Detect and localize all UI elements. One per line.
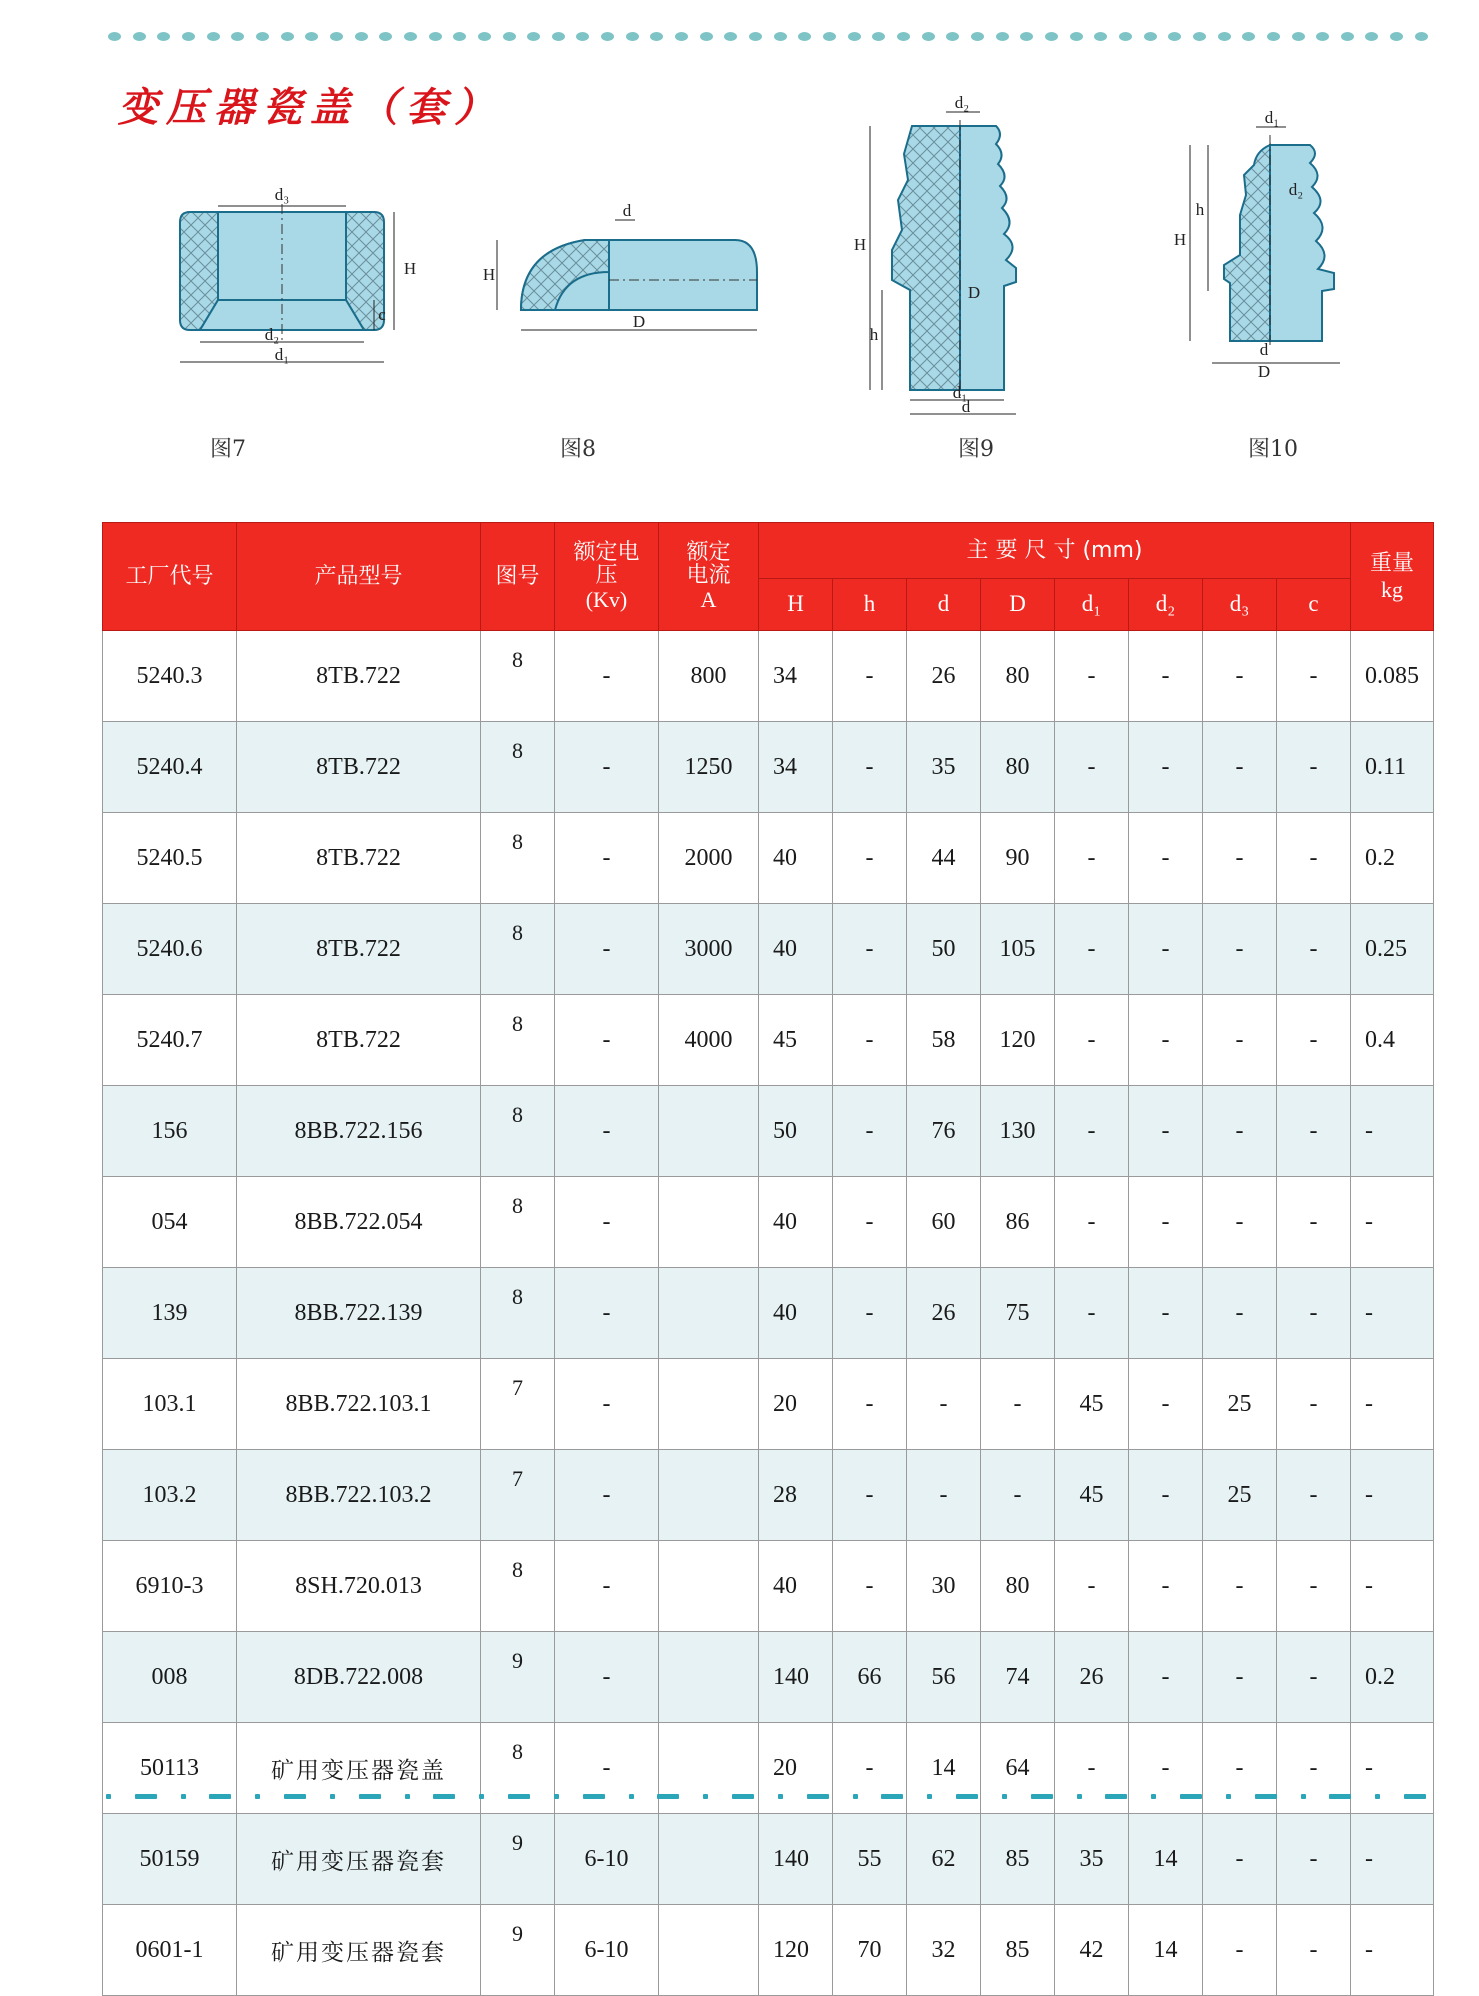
cell-model: 8TB.722 [237, 813, 481, 904]
cell-d: 50 [907, 904, 981, 995]
table-row [103, 631, 1434, 722]
cell-d2: - [1129, 1086, 1203, 1177]
cell-d1: - [1055, 1268, 1129, 1359]
cell-current [659, 1632, 759, 1723]
cell-d2: - [1129, 1632, 1203, 1723]
cell-c: - [1277, 1450, 1351, 1541]
cell-d: 26 [907, 631, 981, 722]
header-figure-no: 图号 [481, 523, 555, 631]
cell-c: - [1277, 631, 1351, 722]
cell-fig: 8 [481, 1268, 555, 1359]
cell-d2: - [1129, 1723, 1203, 1814]
cell-d2: - [1129, 904, 1203, 995]
cell-H: 40 [759, 904, 833, 995]
cell-D: 85 [981, 1905, 1055, 1996]
cell-d3: - [1203, 904, 1277, 995]
cell-model: 8BB.722.103.1 [237, 1359, 481, 1450]
header-current [659, 523, 759, 631]
cell-d2: - [1129, 995, 1203, 1086]
cell-kg: - [1351, 1359, 1434, 1450]
cell-kg: 0.11 [1351, 722, 1434, 813]
cell-d3: - [1203, 1086, 1277, 1177]
header-voltage-unit: (Kv) [585, 586, 628, 612]
cell-kg: - [1351, 1723, 1434, 1814]
cell-d1: - [1055, 904, 1129, 995]
cell-D: 74 [981, 1632, 1055, 1723]
cell-current [659, 1268, 759, 1359]
cell-d1: - [1055, 1541, 1129, 1632]
bottom-dashed-rule [106, 1790, 1426, 1802]
header-dim-1: h [833, 579, 907, 631]
fig8-label-D: D [632, 312, 646, 331]
fig10-label-D: D [1257, 362, 1271, 381]
header-dim-3: D [981, 579, 1055, 631]
cell-kg: - [1351, 1268, 1434, 1359]
cell-h: - [833, 1359, 907, 1450]
cell-d: 44 [907, 813, 981, 904]
cell-c: - [1277, 995, 1351, 1086]
header-dim-7: c [1277, 579, 1351, 631]
cell-kg: 0.2 [1351, 1632, 1434, 1723]
cell-c: - [1277, 1632, 1351, 1723]
cell-h: - [833, 631, 907, 722]
top-dotted-rule [108, 28, 1428, 44]
header-model: 产品型号 [237, 523, 481, 631]
cell-current: 4000 [659, 995, 759, 1086]
cell-H: 28 [759, 1450, 833, 1541]
fig9-label-d2: d₂ [954, 93, 970, 112]
cell-h: - [833, 1268, 907, 1359]
cell-H: 34 [759, 722, 833, 813]
cell-d: 35 [907, 722, 981, 813]
cell-H: 40 [759, 1268, 833, 1359]
cell-d1: - [1055, 813, 1129, 904]
cell-current [659, 1359, 759, 1450]
cell-c: - [1277, 1723, 1351, 1814]
fig7-label-H: H [403, 259, 417, 278]
cell-kg: 0.25 [1351, 904, 1434, 995]
cell-kg: - [1351, 1450, 1434, 1541]
cell-c: - [1277, 1268, 1351, 1359]
cell-d2: 14 [1129, 1905, 1203, 1996]
cell-fig: 9 [481, 1632, 555, 1723]
cell-voltage: - [555, 631, 659, 722]
cell-current: 3000 [659, 904, 759, 995]
cell-code: 008 [103, 1632, 237, 1723]
cell-d: 58 [907, 995, 981, 1086]
fig9-label-H: H [853, 235, 867, 254]
cell-current: 1250 [659, 722, 759, 813]
cell-voltage: - [555, 1632, 659, 1723]
cell-D: 85 [981, 1814, 1055, 1905]
cell-H: 50 [759, 1086, 833, 1177]
cell-kg: 0.2 [1351, 813, 1434, 904]
cell-fig: 9 [481, 1814, 555, 1905]
cell-H: 120 [759, 1905, 833, 1996]
cell-model: 矿用变压器瓷盖 [237, 1723, 481, 1814]
cell-d2: - [1129, 631, 1203, 722]
cell-fig: 8 [481, 631, 555, 722]
figure-7-drawing [170, 185, 430, 380]
cell-voltage: - [555, 1541, 659, 1632]
cell-D: 105 [981, 904, 1055, 995]
cell-current [659, 1905, 759, 1996]
fig10-label-h: h [1195, 200, 1205, 219]
cell-d3: - [1203, 1268, 1277, 1359]
cell-d2: - [1129, 1541, 1203, 1632]
cell-h: - [833, 1450, 907, 1541]
cell-D: - [981, 1359, 1055, 1450]
fig7-label-d1: d₁ [274, 345, 290, 364]
cell-h: - [833, 1177, 907, 1268]
cell-kg: - [1351, 1905, 1434, 1996]
cell-h: 70 [833, 1905, 907, 1996]
fig10-label-d: d [1259, 340, 1269, 359]
cell-D: - [981, 1450, 1055, 1541]
cell-voltage: - [555, 1086, 659, 1177]
cell-model: 8TB.722 [237, 904, 481, 995]
cell-fig: 8 [481, 904, 555, 995]
fig10-label-d2: d₂ [1288, 180, 1304, 199]
cell-voltage: 6-10 [555, 1814, 659, 1905]
table-row [103, 813, 1434, 904]
cell-d2: - [1129, 813, 1203, 904]
cell-d3: - [1203, 1177, 1277, 1268]
cell-H: 40 [759, 813, 833, 904]
cell-c: - [1277, 722, 1351, 813]
table-row [103, 904, 1434, 995]
cell-kg: 0.4 [1351, 995, 1434, 1086]
cell-fig: 8 [481, 995, 555, 1086]
cell-code: 5240.5 [103, 813, 237, 904]
table-row [103, 1814, 1434, 1905]
cell-d: 30 [907, 1541, 981, 1632]
cell-code: 156 [103, 1086, 237, 1177]
cell-kg: - [1351, 1541, 1434, 1632]
cell-D: 64 [981, 1723, 1055, 1814]
cell-model: 8BB.722.054 [237, 1177, 481, 1268]
cell-D: 80 [981, 722, 1055, 813]
cell-voltage: - [555, 722, 659, 813]
table-row [103, 1450, 1434, 1541]
cell-h: - [833, 1086, 907, 1177]
figure-10-drawing [1160, 105, 1380, 405]
cell-d1: - [1055, 1177, 1129, 1268]
cell-H: 140 [759, 1632, 833, 1723]
cell-d1: - [1055, 1086, 1129, 1177]
table-row [103, 1905, 1434, 1996]
cell-fig: 8 [481, 1177, 555, 1268]
header-dim-5: d₂ [1129, 579, 1203, 631]
cell-code: 50159 [103, 1814, 237, 1905]
cell-h: - [833, 1723, 907, 1814]
fig8-label-H: H [482, 265, 496, 284]
cell-d1: 45 [1055, 1359, 1129, 1450]
cell-d2: - [1129, 1268, 1203, 1359]
cell-d: 32 [907, 1905, 981, 1996]
cell-kg: - [1351, 1086, 1434, 1177]
cell-code: 5240.6 [103, 904, 237, 995]
cell-model: 8BB.722.139 [237, 1268, 481, 1359]
cell-D: 120 [981, 995, 1055, 1086]
figure-8-caption: 图8 [560, 437, 596, 462]
cell-d1: 35 [1055, 1814, 1129, 1905]
fig9-label-D: D [967, 283, 981, 302]
cell-fig: 8 [481, 722, 555, 813]
cell-code: 5240.4 [103, 722, 237, 813]
cell-voltage: - [555, 1268, 659, 1359]
cell-current [659, 1541, 759, 1632]
cell-d: 26 [907, 1268, 981, 1359]
cell-d3: - [1203, 722, 1277, 813]
cell-d: - [907, 1450, 981, 1541]
table-row [103, 1268, 1434, 1359]
fig8-label-d: d [622, 201, 632, 220]
cell-h: - [833, 1541, 907, 1632]
cell-code: 5240.3 [103, 631, 237, 722]
table-row [103, 1359, 1434, 1450]
cell-voltage: - [555, 813, 659, 904]
cell-D: 130 [981, 1086, 1055, 1177]
cell-current [659, 1450, 759, 1541]
cell-d2: - [1129, 1177, 1203, 1268]
table-row [103, 995, 1434, 1086]
figure-8-drawing [482, 200, 775, 350]
header-main-dimensions: 主 要 尺 寸 (mm) [759, 523, 1351, 579]
cell-c: - [1277, 1541, 1351, 1632]
cell-d3: - [1203, 813, 1277, 904]
cell-d1: - [1055, 722, 1129, 813]
cell-d1: 42 [1055, 1905, 1129, 1996]
header-dim-4: d₁ [1055, 579, 1129, 631]
cell-h: 55 [833, 1814, 907, 1905]
cell-model: 8BB.722.103.2 [237, 1450, 481, 1541]
cell-c: - [1277, 904, 1351, 995]
cell-h: - [833, 995, 907, 1086]
table-row [103, 1086, 1434, 1177]
spec-table [102, 522, 1434, 1996]
cell-voltage: - [555, 1723, 659, 1814]
cell-kg: 0.085 [1351, 631, 1434, 722]
cell-voltage: - [555, 904, 659, 995]
cell-voltage: - [555, 995, 659, 1086]
cell-fig: 7 [481, 1359, 555, 1450]
cell-H: 45 [759, 995, 833, 1086]
header-voltage [555, 523, 659, 631]
fig9-label-d1: d₁ [952, 383, 968, 402]
cell-code: 50113 [103, 1723, 237, 1814]
figure-9-drawing [850, 93, 1070, 420]
figure-7-caption: 图7 [210, 437, 246, 462]
cell-voltage: - [555, 1177, 659, 1268]
cell-voltage: - [555, 1450, 659, 1541]
fig10-label-H: H [1173, 230, 1187, 249]
header-current-label: 额定电流 [686, 539, 731, 588]
cell-fig: 8 [481, 1723, 555, 1814]
cell-d: - [907, 1359, 981, 1450]
fig10-label-d1: d₁ [1264, 108, 1280, 127]
cell-d3: - [1203, 1905, 1277, 1996]
header-weight [1351, 523, 1434, 631]
cell-c: - [1277, 1359, 1351, 1450]
fig9-label-d: d [961, 397, 971, 416]
cell-model: 8TB.722 [237, 722, 481, 813]
header-current-unit: A [700, 586, 717, 612]
cell-model: 8DB.722.008 [237, 1632, 481, 1723]
fig7-label-d2: d₂ [264, 325, 280, 344]
cell-c: - [1277, 1086, 1351, 1177]
cell-d1: 45 [1055, 1450, 1129, 1541]
cell-code: 0601-1 [103, 1905, 237, 1996]
page-title: 变压器瓷盖（套） [118, 84, 502, 131]
cell-fig: 8 [481, 1541, 555, 1632]
header-dim-6: d₃ [1203, 579, 1277, 631]
cell-D: 90 [981, 813, 1055, 904]
cell-d3: - [1203, 1541, 1277, 1632]
cell-kg: - [1351, 1814, 1434, 1905]
cell-current [659, 1086, 759, 1177]
cell-c: - [1277, 1177, 1351, 1268]
cell-fig: 9 [481, 1905, 555, 1996]
fig7-label-c: c [378, 305, 386, 324]
cell-h: - [833, 722, 907, 813]
cell-h: - [833, 813, 907, 904]
table-row [103, 722, 1434, 813]
cell-d3: - [1203, 1723, 1277, 1814]
cell-H: 34 [759, 631, 833, 722]
cell-D: 80 [981, 631, 1055, 722]
cell-fig: 7 [481, 1450, 555, 1541]
cell-kg: - [1351, 1177, 1434, 1268]
cell-code: 5240.7 [103, 995, 237, 1086]
cell-code: 054 [103, 1177, 237, 1268]
cell-d3: - [1203, 631, 1277, 722]
cell-model: 矿用变压器瓷套 [237, 1905, 481, 1996]
cell-D: 75 [981, 1268, 1055, 1359]
cell-c: - [1277, 813, 1351, 904]
cell-d1: - [1055, 995, 1129, 1086]
cell-model: 8SH.720.013 [237, 1541, 481, 1632]
cell-D: 86 [981, 1177, 1055, 1268]
cell-d: 62 [907, 1814, 981, 1905]
header-weight-label: 重量 [1370, 551, 1415, 577]
cell-H: 40 [759, 1541, 833, 1632]
header-voltage-label: 额定电压 [573, 539, 640, 588]
cell-d1: 26 [1055, 1632, 1129, 1723]
cell-code: 103.1 [103, 1359, 237, 1450]
cell-d3: - [1203, 1632, 1277, 1723]
cell-current: 2000 [659, 813, 759, 904]
cell-c: - [1277, 1814, 1351, 1905]
cell-h: 66 [833, 1632, 907, 1723]
table-row [103, 1541, 1434, 1632]
cell-d3: 25 [1203, 1450, 1277, 1541]
cell-d2: - [1129, 1450, 1203, 1541]
cell-d3: - [1203, 1814, 1277, 1905]
cell-current [659, 1177, 759, 1268]
cell-fig: 8 [481, 1086, 555, 1177]
figure-10-caption: 图10 [1248, 437, 1298, 462]
cell-model: 8TB.722 [237, 631, 481, 722]
cell-code: 6910-3 [103, 1541, 237, 1632]
cell-d1: - [1055, 1723, 1129, 1814]
cell-c: - [1277, 1905, 1351, 1996]
cell-model: 8BB.722.156 [237, 1086, 481, 1177]
cell-d: 76 [907, 1086, 981, 1177]
header-dim-0: H [759, 579, 833, 631]
cell-current: 800 [659, 631, 759, 722]
header-factory-code: 工厂代号 [103, 523, 237, 631]
header-dim-2: d [907, 579, 981, 631]
cell-d: 60 [907, 1177, 981, 1268]
cell-D: 80 [981, 1541, 1055, 1632]
fig9-label-h: h [869, 325, 879, 344]
figure-9-caption: 图9 [958, 437, 994, 462]
cell-d3: 25 [1203, 1359, 1277, 1450]
cell-code: 139 [103, 1268, 237, 1359]
cell-d3: - [1203, 995, 1277, 1086]
cell-voltage: 6-10 [555, 1905, 659, 1996]
cell-d1: - [1055, 631, 1129, 722]
cell-d2: - [1129, 722, 1203, 813]
fig7-label-d3: d₃ [274, 185, 290, 204]
cell-h: - [833, 904, 907, 995]
cell-d2: 14 [1129, 1814, 1203, 1905]
cell-H: 40 [759, 1177, 833, 1268]
cell-fig: 8 [481, 813, 555, 904]
cell-H: 20 [759, 1723, 833, 1814]
table-row [103, 1632, 1434, 1723]
cell-current [659, 1814, 759, 1905]
cell-H: 20 [759, 1359, 833, 1450]
cell-model: 矿用变压器瓷套 [237, 1814, 481, 1905]
cell-d: 14 [907, 1723, 981, 1814]
cell-d: 56 [907, 1632, 981, 1723]
cell-H: 140 [759, 1814, 833, 1905]
cell-voltage: - [555, 1359, 659, 1450]
cell-d2: - [1129, 1359, 1203, 1450]
cell-code: 103.2 [103, 1450, 237, 1541]
cell-model: 8TB.722 [237, 995, 481, 1086]
header-weight-unit: kg [1381, 576, 1404, 602]
table-row [103, 1177, 1434, 1268]
